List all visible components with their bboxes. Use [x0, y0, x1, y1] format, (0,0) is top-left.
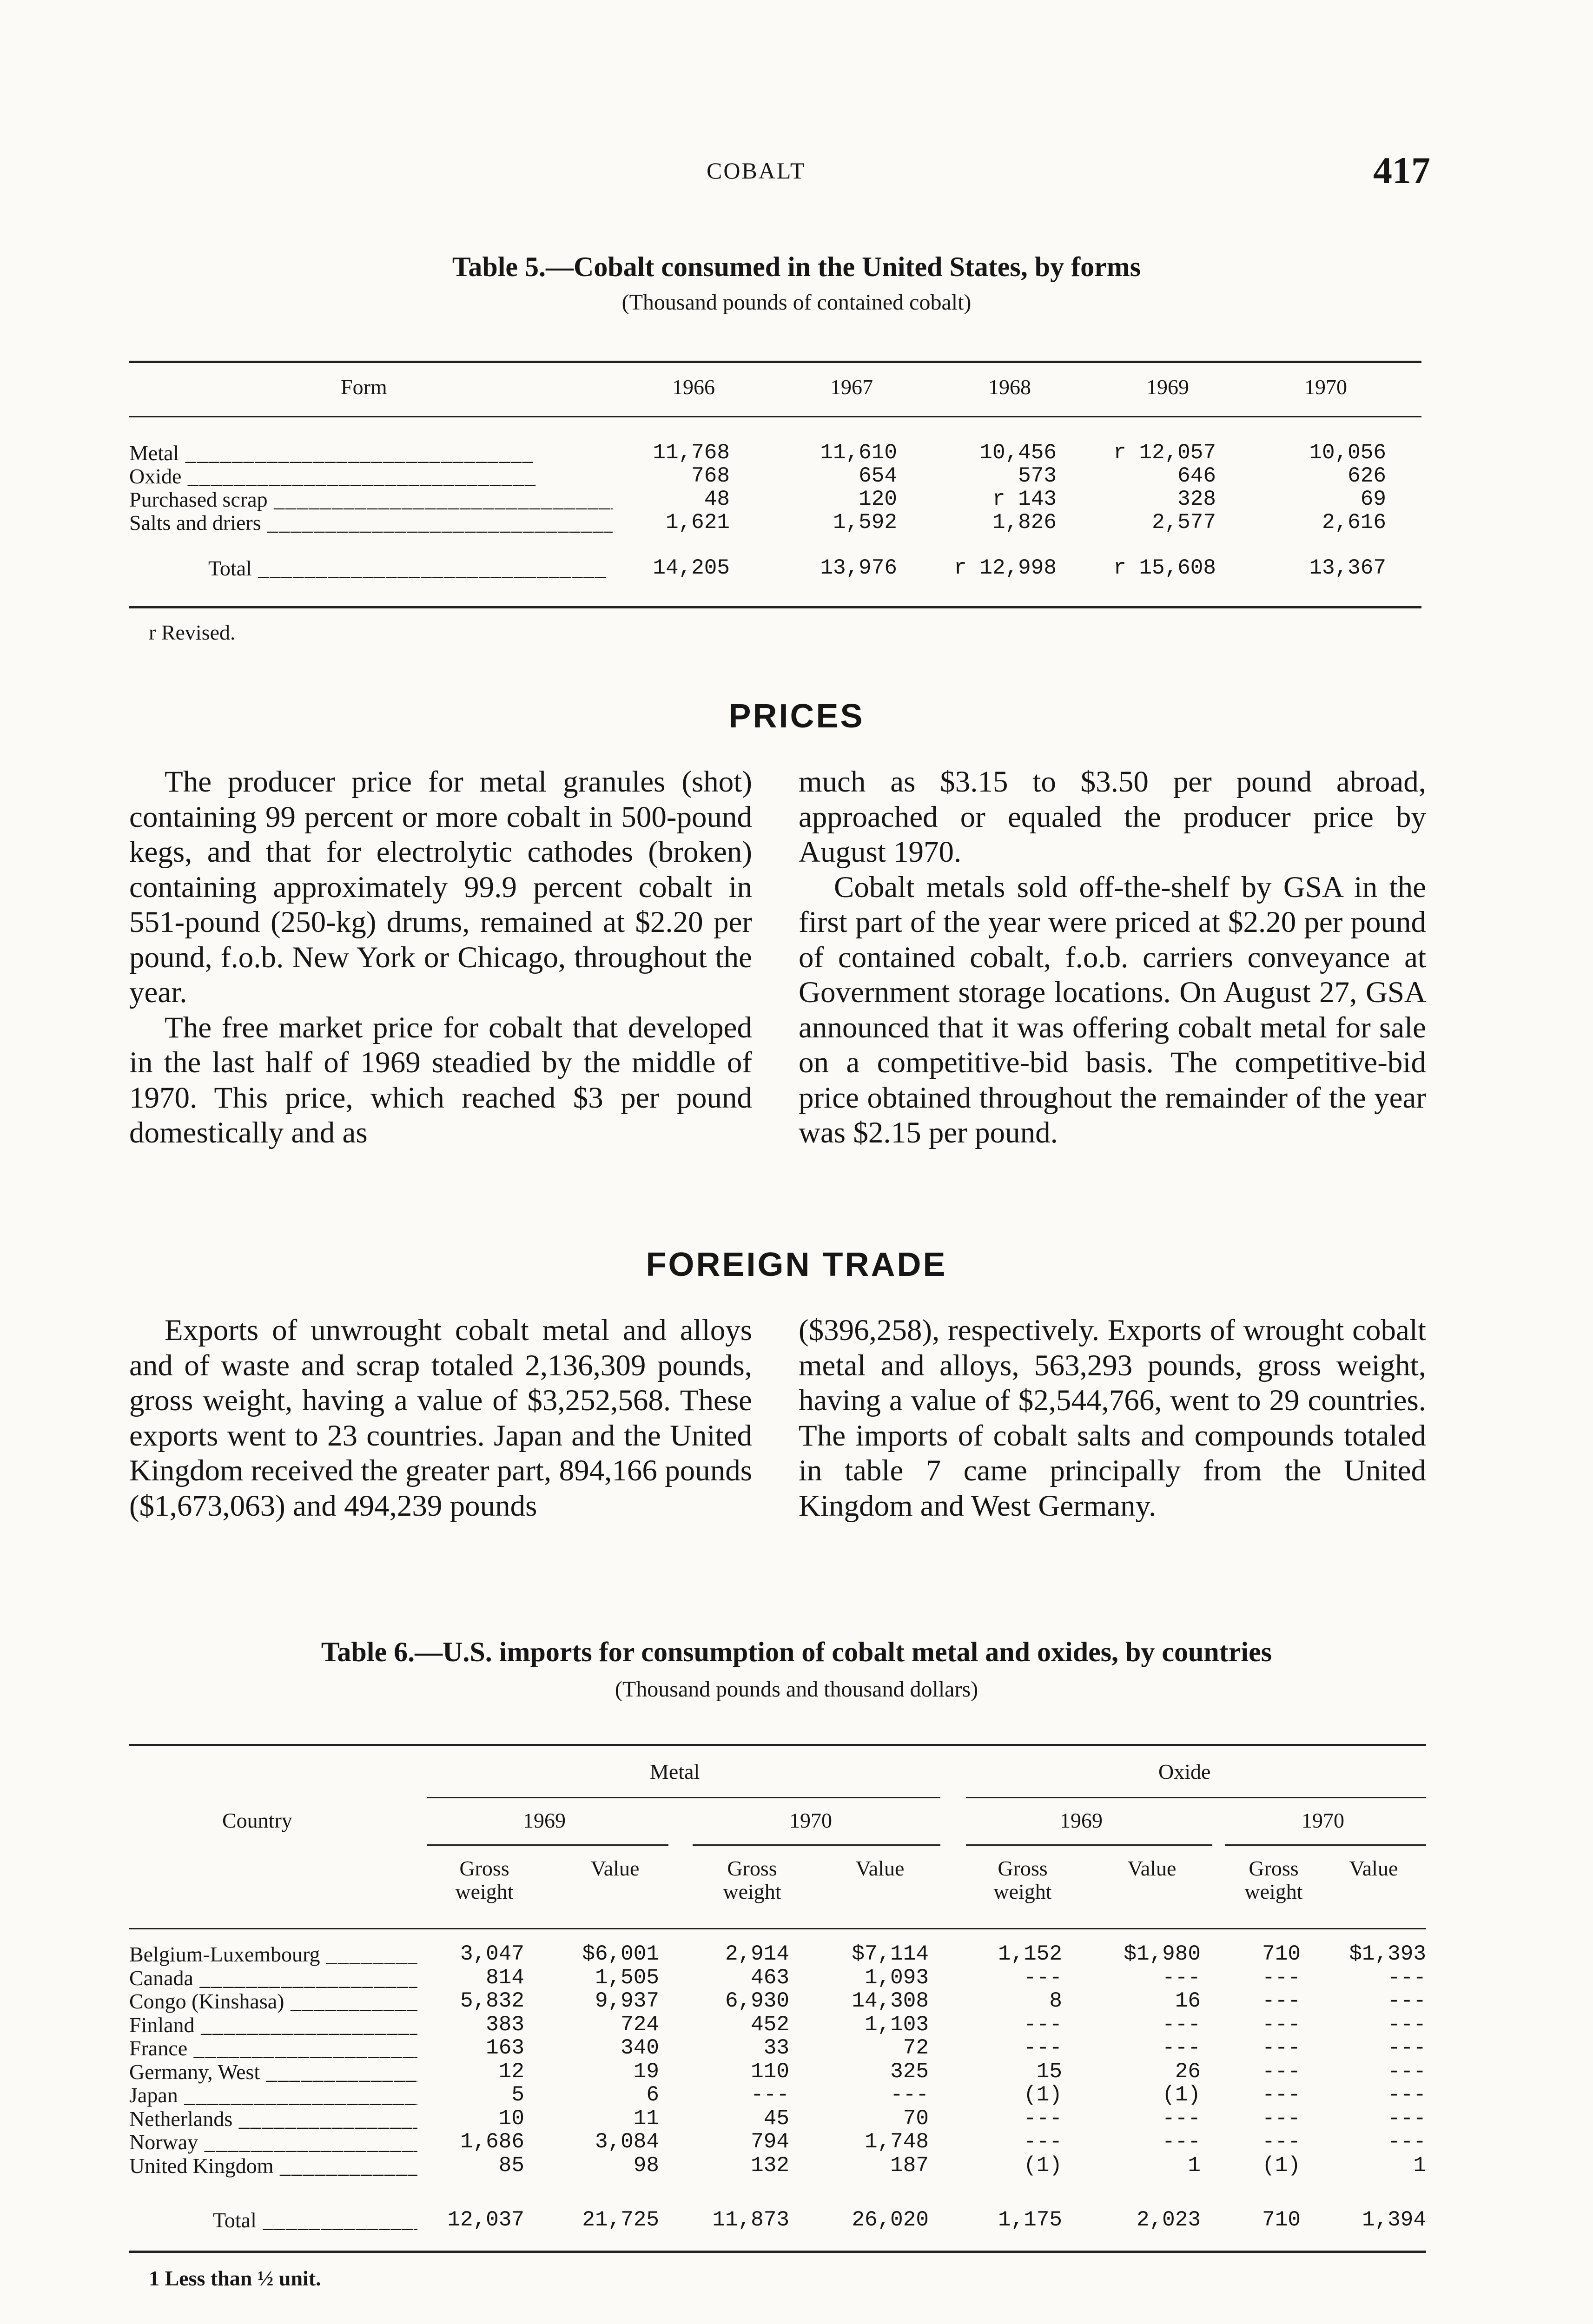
- table6-year-rule: [693, 1844, 940, 1846]
- table6-year-rule: [1225, 1844, 1426, 1846]
- table6-metal-rule: [427, 1797, 940, 1798]
- table5-col-1970: 1970: [1304, 375, 1347, 399]
- table6-year-header: 1969: [523, 1809, 566, 1832]
- table6-cell: 1: [1413, 2153, 1426, 2178]
- table6-cell: 1,505: [595, 1965, 659, 1990]
- table6-cell: 3,084: [595, 2130, 659, 2154]
- table6-group-oxide: Oxide: [1158, 1760, 1211, 1783]
- table6-cell: ---: [1262, 2106, 1301, 2131]
- table6-cell: 98: [633, 2153, 659, 2178]
- table5-total-cell: 13,976: [820, 556, 897, 580]
- table6-country: Belgium-Luxembourg _____: [129, 1942, 417, 1967]
- table6-cell: ---: [1262, 2130, 1301, 2154]
- table5-cell: 646: [1177, 464, 1216, 488]
- table6-total-cell: 710: [1262, 2208, 1301, 2232]
- table6-cell: 85: [498, 2153, 524, 2178]
- table6-cell: ---: [1262, 2083, 1301, 2107]
- table6-cell: 452: [751, 2012, 789, 2037]
- table6-cell: (1): [1024, 2083, 1062, 2107]
- table6-sub-header: Gross weight: [993, 1856, 1052, 1903]
- table6-country: Canada _____: [129, 1966, 417, 1990]
- table6-cell: ---: [1024, 2106, 1062, 2131]
- table5-top-rule: [129, 361, 1421, 363]
- table5-cell: 1,621: [665, 510, 730, 535]
- table6-cell: 6,930: [725, 1989, 789, 2013]
- table5-total-cell: 13,367: [1309, 556, 1386, 580]
- table5-footnote: r Revised.: [149, 621, 236, 644]
- table6-cell: $1,393: [1349, 1942, 1426, 1966]
- foreign-trade-paragraph: Exports of unwrought cobalt metal and alloys and of waste and scrap totaled 2,136,309 pounds, gross weight, having a value of $3,252,568. These exports went to 23 countries. Japan and the United Kingdom received the greater part, 894,166 pounds ($1,673,063) and 494,239 pounds: [129, 1314, 752, 1523]
- table6-cell: 110: [751, 2059, 789, 2084]
- table6-sub-header: Value: [855, 1856, 905, 1880]
- table6-cell: ---: [751, 2083, 789, 2107]
- table6-cell: ---: [1262, 1965, 1301, 1990]
- table6-cell: 26: [1175, 2059, 1201, 2084]
- table6-cell: 2,914: [725, 1942, 789, 1966]
- table5-cell: 2,616: [1322, 510, 1386, 535]
- table6-cell: 724: [621, 2012, 659, 2037]
- table6-cell: (1): [1024, 2153, 1062, 2178]
- table6-cell: (1): [1262, 2153, 1301, 2178]
- table5-cell: r 143: [992, 487, 1057, 511]
- table6-cell: ---: [1024, 2130, 1062, 2154]
- table6-cell: ---: [1262, 2012, 1301, 2037]
- table6-header-rule: [129, 1928, 1426, 1929]
- table6-cell: $6,001: [582, 1942, 659, 1966]
- table5-row-label: Salts and driers _____: [129, 510, 613, 535]
- table6-bottom-rule: [129, 2251, 1426, 2253]
- prices-right-column: [799, 765, 1426, 1151]
- table6-sub-header: Value: [1349, 1856, 1398, 1880]
- table5-row-label: Metal _____: [129, 441, 613, 465]
- table6-cell: ---: [1162, 2106, 1201, 2131]
- table6-year-header: 1969: [1060, 1809, 1103, 1832]
- table6-country: Norway _____: [129, 2130, 417, 2154]
- table5-cell: 768: [691, 464, 730, 488]
- foreign-trade-right-column: [799, 1313, 1426, 1524]
- table6-cell: 72: [903, 2036, 929, 2060]
- table6-cell: ---: [1262, 2059, 1301, 2084]
- table6-cell: ---: [1388, 2130, 1426, 2154]
- table6-cell: 710: [1262, 1942, 1301, 1966]
- table5-cell: 626: [1348, 464, 1386, 488]
- table5-col-1966: 1966: [672, 375, 715, 399]
- table5-cell: 11,768: [653, 441, 730, 465]
- table6-cell: ---: [1162, 2012, 1201, 2037]
- table6-cell: 132: [751, 2153, 789, 2178]
- table6-cell: 11: [633, 2106, 659, 2131]
- table6-sub-header: Gross weight: [1244, 1856, 1303, 1903]
- table6-cell: 16: [1175, 1989, 1201, 2013]
- table6-footnote: 1 Less than ½ unit.: [149, 2266, 321, 2290]
- table6-cell: $7,114: [852, 1942, 929, 1966]
- table5-bottom-rule: [129, 606, 1421, 608]
- running-header: [0, 149, 1593, 195]
- table6-sub-header: Gross weight: [455, 1856, 514, 1903]
- table5-header-rule: [129, 416, 1421, 417]
- table6-cell: ---: [1388, 2106, 1426, 2131]
- table6-cell: ---: [1388, 2036, 1426, 2060]
- table6-cell: 163: [486, 2036, 524, 2060]
- table6-cell: 14,308: [852, 1989, 929, 2013]
- prices-heading: PRICES: [728, 698, 865, 735]
- table6-cell: $1,980: [1124, 1942, 1201, 1966]
- table5-cell: 69: [1360, 487, 1386, 511]
- table6-total-cell: 11,873: [712, 2208, 789, 2232]
- table6-cell: ---: [1262, 1989, 1301, 2013]
- table6-year-header: 1970: [789, 1809, 832, 1832]
- table6-cell: ---: [1388, 2012, 1426, 2037]
- table6-cell: 12: [498, 2059, 524, 2084]
- table6-total-label: Total _____: [213, 2208, 417, 2232]
- table5-title: Table 5.—Cobalt consumed in the United States, by forms: [452, 251, 1141, 282]
- table5-title-block: [0, 251, 1593, 315]
- prices-left-column: [129, 765, 752, 1151]
- running-title: COBALT: [707, 158, 806, 184]
- table6-cell: ---: [1024, 1965, 1062, 1990]
- table5-cell: 654: [859, 464, 897, 488]
- table6-title-block: [0, 1636, 1593, 1702]
- table6-total-cell: 1,175: [998, 2208, 1062, 2232]
- table5-row-label: Purchased scrap _____: [129, 487, 613, 512]
- table6-country-header: Country: [222, 1809, 292, 1832]
- table5-cell: 573: [1018, 464, 1057, 488]
- table6-cell: 187: [890, 2153, 929, 2178]
- table6-cell: 19: [633, 2059, 659, 2084]
- table6-cell: 15: [1036, 2059, 1062, 2084]
- table6-cell: ---: [1388, 2083, 1426, 2107]
- table5-cell: 10,056: [1309, 441, 1386, 465]
- table6-cell: 45: [763, 2106, 789, 2131]
- table6-country: Finland _____: [129, 2013, 417, 2037]
- table6-total-cell: 1,394: [1362, 2208, 1426, 2232]
- table6-cell: 794: [751, 2130, 789, 2154]
- table6-cell: 463: [751, 1965, 789, 1990]
- table6-cell: 814: [486, 1965, 524, 1990]
- table6-subtitle: (Thousand pounds and thousand dollars): [615, 1677, 978, 1702]
- table6-total-cell: 26,020: [852, 2208, 929, 2232]
- table6-country: Netherlands _____: [129, 2106, 417, 2131]
- table6-oxide-rule: [966, 1797, 1426, 1798]
- table6-cell: ---: [890, 2083, 929, 2107]
- table6-sub-header: Value: [590, 1856, 640, 1880]
- table6-cell: 1,152: [998, 1942, 1062, 1966]
- table6-total-cell: 2,023: [1136, 2208, 1201, 2232]
- table5-cell: 120: [859, 487, 897, 511]
- table5-col-1968: 1968: [988, 375, 1031, 399]
- table6-country: Japan _____: [129, 2083, 417, 2107]
- table6-cell: 6: [646, 2083, 659, 2107]
- table6-year-rule: [427, 1844, 668, 1846]
- table5-total-label: Total _____: [208, 556, 613, 581]
- table5-cell: 11,610: [820, 441, 897, 465]
- table6-cell: 325: [890, 2059, 929, 2084]
- table5-cell: 2,577: [1151, 510, 1216, 535]
- table5-cell: r 12,057: [1113, 441, 1216, 465]
- foreign-trade-left-column: [129, 1313, 752, 1524]
- table6-cell: ---: [1262, 2036, 1301, 2060]
- table6-cell: (1): [1162, 2083, 1201, 2107]
- prices-paragraph: The producer price for metal granules (shot) containing 99 percent or more cobalt in 500-pound kegs, and that for electrolytic cathodes (broken) containing approximately 99.9 percent cobalt in 551-pound (250-kg) drums, remained at $2.20 per pound, f.o.b. New York or Chicago, throughout the year.: [129, 765, 752, 1009]
- table5-total-cell: r 15,608: [1113, 556, 1216, 580]
- foreign-trade-heading: FOREIGN TRADE: [646, 1246, 947, 1283]
- table6-cell: 5,832: [460, 1989, 524, 2013]
- table6-country: Congo (Kinshasa) _____: [129, 1989, 417, 2014]
- table6-cell: 1,103: [864, 2012, 929, 2037]
- table5-cell: 10,456: [979, 441, 1057, 465]
- table6-cell: ---: [1388, 1989, 1426, 2013]
- table6-total-cell: 21,725: [582, 2208, 659, 2232]
- table6-cell: ---: [1162, 1965, 1201, 1990]
- table6-year-rule: [966, 1844, 1212, 1846]
- table6-cell: ---: [1388, 1965, 1426, 1990]
- table5-cell: 328: [1177, 487, 1216, 511]
- table6-sub-header: Value: [1127, 1856, 1177, 1880]
- table6-cell: 1,093: [864, 1965, 929, 1990]
- prices-paragraph: Cobalt metals sold off-the-shelf by GSA in the first part of the year were priced at $2.20 per pound of contained cobalt, f.o.b. carriers conveyance at Government storage locations. On August 27, GSA announced that it was offering cobalt metal for sale on a competitive-bid basis. The competitive-bid price obtained throughout the remainder of the year was $2.15 per pound.: [799, 870, 1426, 1149]
- table6-country: France _____: [129, 2036, 417, 2060]
- table5-col-form: Form: [341, 375, 387, 399]
- table6-cell: 3,047: [460, 1942, 524, 1966]
- table6-country: United Kingdom _____: [129, 2153, 417, 2178]
- table6-cell: 1: [1188, 2153, 1201, 2178]
- table5-cell: 48: [704, 487, 730, 511]
- prices-paragraph: The free market price for cobalt that developed in the last half of 1969 steadied by the middle of 1970. This price, which reached $3 per pound domestically and as: [129, 1010, 752, 1149]
- table6-total-cell: 12,037: [447, 2208, 524, 2232]
- table6-cell: 1,686: [460, 2130, 524, 2154]
- foreign-trade-paragraph-continued: ($396,258), respectively. Exports of wrought cobalt metal and alloys, 563,293 pounds, gross weight, having a value of $2,544,766, went to 29 countries. The imports of cobalt salts and compounds totaled in table 7 came principally from the United Kingdom and West Germany.: [799, 1314, 1426, 1523]
- table5-cell: 1,592: [833, 510, 897, 535]
- table5-total-cell: 14,205: [653, 556, 730, 580]
- prices-paragraph-continued: much as $3.15 to $3.50 per pound abroad, approached or equaled the producer price by August 1970.: [799, 765, 1426, 869]
- table6-cell: 340: [621, 2036, 659, 2060]
- table6-cell: 5: [511, 2083, 524, 2107]
- table6-year-header: 1970: [1302, 1809, 1344, 1832]
- table6-cell: 10: [498, 2106, 524, 2131]
- table6-cell: 9,937: [595, 1989, 659, 2013]
- table6-group-metal: Metal: [650, 1760, 700, 1783]
- table6-title: Table 6.—U.S. imports for consumption of cobalt metal and oxides, by countries: [321, 1637, 1272, 1667]
- table6-cell: ---: [1024, 2012, 1062, 2037]
- table5-total-cell: r 12,998: [954, 556, 1057, 580]
- table6-cell: 383: [486, 2012, 524, 2037]
- table6-cell: ---: [1162, 2036, 1201, 2060]
- table6-top-rule: [129, 1744, 1426, 1746]
- table6-sub-header: Gross weight: [723, 1856, 781, 1903]
- table5-subtitle: (Thousand pounds of contained cobalt): [621, 290, 972, 315]
- table5-col-1967: 1967: [830, 375, 873, 399]
- table6-cell: ---: [1024, 2036, 1062, 2060]
- table6-cell: 70: [903, 2106, 929, 2131]
- table5-col-1969: 1969: [1146, 375, 1189, 399]
- table5-row-label: Oxide _____: [129, 464, 613, 489]
- table6-cell: 8: [1049, 1989, 1062, 2013]
- page-number: 417: [1373, 149, 1430, 191]
- table6-cell: 1,748: [864, 2130, 929, 2154]
- table6-cell: 33: [763, 2036, 789, 2060]
- table6-country: Germany, West _____: [129, 2060, 417, 2084]
- table6-cell: ---: [1388, 2059, 1426, 2084]
- table5-cell: 1,826: [992, 510, 1057, 535]
- table6-cell: ---: [1162, 2130, 1201, 2154]
